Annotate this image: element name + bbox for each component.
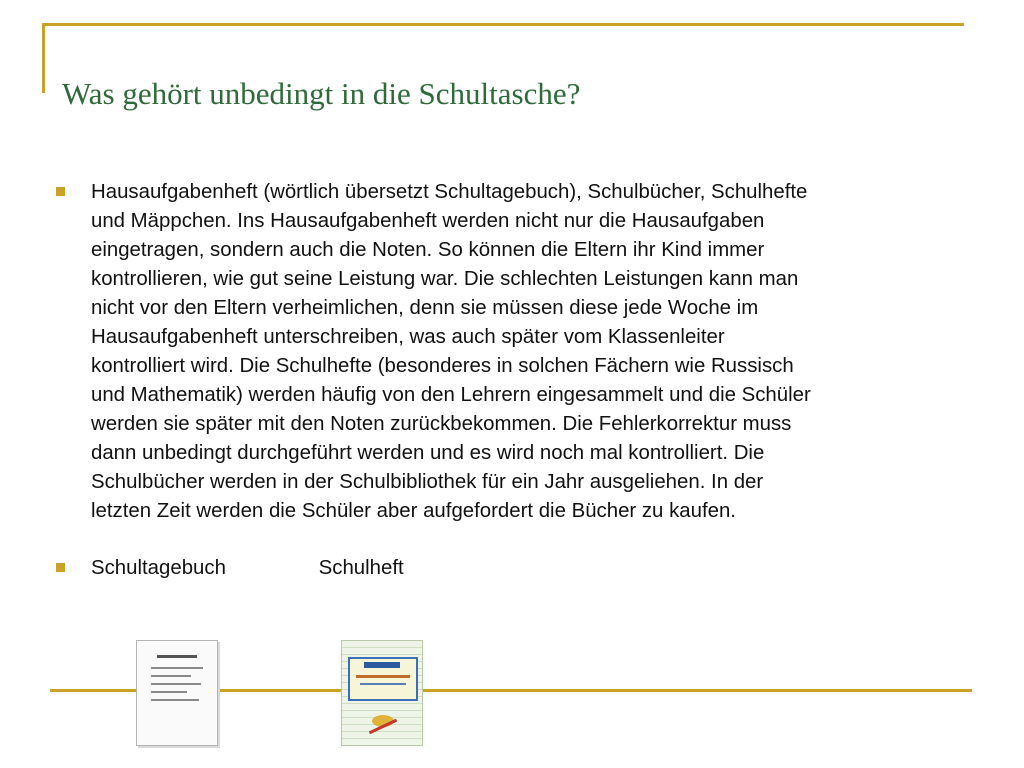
- paragraph-line: Hausaufgabenheft (wörtlich übersetzt Schultagebuch), Schulbücher, Schulhefte: [91, 181, 808, 203]
- paragraph-line: Hausaufgabenheft unterschreiben, was auch später vom Klassenleiter: [91, 326, 725, 348]
- slide-title: Was gehört unbedingt in die Schultasche?: [62, 76, 581, 111]
- label-schulheft: Schulheft: [318, 557, 404, 579]
- diary-title-mark: [157, 655, 197, 658]
- frame-top-line: [42, 23, 964, 26]
- diary-line: [151, 683, 201, 685]
- paragraph-line: kontrolliert wird. Die Schulhefte (besonderes in solchen Fächern wie Russisch: [91, 355, 794, 377]
- diary-line: [151, 691, 187, 693]
- paragraph-line: Schulbücher werden in der Schulbibliothek für ein Jahr ausgeliehen. In der: [91, 471, 764, 493]
- diary-line: [151, 699, 199, 701]
- notebook-image: [341, 640, 423, 746]
- frame-left-line: [42, 23, 45, 93]
- paragraph-line: und Mäppchen. Ins Hausaufgabenheft werden nicht nur die Hausaufgaben: [91, 210, 765, 232]
- paragraph-line: eingetragen, sondern auch die Noten. So können die Eltern ihr Kind immer: [91, 239, 765, 261]
- diary-line: [151, 675, 191, 677]
- paragraph-line: werden sie später mit den Noten zurückbekommen. Die Fehlerkorrektur muss: [91, 413, 792, 435]
- diary-line: [151, 667, 203, 669]
- label-schultagebuch: Schultagebuch: [91, 557, 226, 579]
- image-labels: [91, 554, 404, 583]
- body-paragraph: [91, 178, 971, 526]
- paragraph-line: nicht vor den Eltern verheimlichen, denn sie müssen diese jede Woche im: [91, 297, 759, 319]
- bullet-marker: [56, 563, 65, 572]
- bullet-marker: [56, 187, 65, 196]
- paragraph-line: dann unbedingt durchgeführt werden und es wird noch mal kontrolliert. Die: [91, 442, 765, 464]
- notebook-title-mark: [364, 662, 400, 668]
- paragraph-line: letzten Zeit werden die Schüler aber aufgefordert die Bücher zu kaufen.: [91, 500, 736, 522]
- paragraph-line: kontrollieren, wie gut seine Leistung war. Die schlechten Leistungen kann man: [91, 268, 799, 290]
- notebook-subtitle-mark: [356, 675, 410, 678]
- diary-image: [136, 640, 218, 746]
- paragraph-line: und Mathematik) werden häufig von den Lehrern eingesammelt und die Schüler: [91, 384, 811, 406]
- notebook-subtitle-mark: [360, 683, 406, 685]
- notebook-label-box: [348, 657, 418, 701]
